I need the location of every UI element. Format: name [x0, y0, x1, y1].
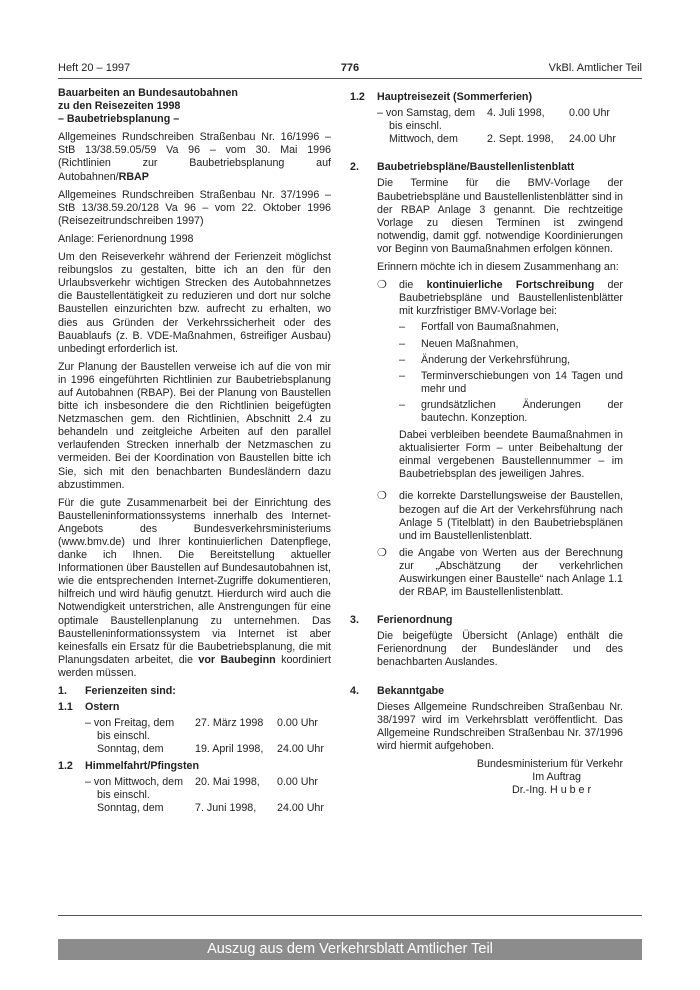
date-row: Mittwoch, dem 2. Sept. 1998, 24.00 Uhr [389, 133, 616, 146]
header-rule [58, 78, 642, 79]
list-item: ❍ die Angabe von Werten aus der Berechnung zur „Abschätzung der verkehrlichen Auswirkungen einer Baustelle“ nach Anlage 1.1 der RBAP, im Baustellenlistenblatt. [377, 546, 623, 599]
attachment-note: Anlage: Ferienordnung 1998 [58, 232, 194, 245]
right-column [350, 91, 623, 797]
section-4-heading: 4. Bekanntgabe [350, 684, 445, 697]
section-4-text: Dieses Allgemeine Rundschreiben Straßenbau Nr. 38/1997 wird im Verkehrsblatt veröffentlicht. Das Allgemeine Rundschreiben Straßenbau Nr. 37/1996 wird hiermit aufgehoben. [377, 700, 623, 752]
list-item: ❍ die korrekte Darstellungsweise der Baustellen, bezogen auf die Art der Verkehrsführung nach Anlage 5 (Titelblatt) in den Baubetriebsplänen und im Baustellenlistenblatt. [377, 490, 623, 542]
section-3-heading: 3. Ferienordnung [350, 614, 453, 627]
summer-dates: – von Samstag, dem 4. Juli 1998, 0.00 Uhr bis einschl. Mittwoch, dem 2. Sept. 1998, 24.00 Uhr [350, 107, 623, 146]
date-row: Sonntag, dem 19. April 1998, 24.00 Uhr [97, 743, 324, 756]
list-item: – Neuen Maßnahmen, [399, 337, 519, 350]
paragraph-2: Zur Planung der Baustellen verweise ich auf die von mir in 1996 eingeführten Richtlinien zur Baubetriebsplanung auf Autobahnen (RBAP). Bei der Planung von Baustellen bitte ich insbesondere die den Richtlinien beigefügten Netzmaschen gem. den Richtlinien, Abschnitt 2.4 zu behandeln und zeitgleiche Arbeiten auf den parallel verlaufenden Strecken innerhalb der Netzmaschen zu vermeiden. Bei der Koordination von Baustellen bitte ich Sie, sich mit den benachbarten Bundesländern dazu abzustimmen. [58, 360, 331, 491]
paragraph-3: Für die gute Zusammenarbeit bei der Einrichtung des Baustelleninformationssystems innerhalb des Internet-Angebots des Bundesverkehrsministeriums (www.bmv.de) und Ihrer kontinuierlichen Datenpflege, danke ich Ihnen. Die Bereitstellung aktueller Informationen über Baustellen auf Bundesautobahnen ist, wie die entsprechenden Internet-Zugriffe dokumentieren, hilfreich und wird häufig genutzt. Hierdurch wird auch die Notwendigkeit unterstrichen, alle Anstrengungen für eine optimale Baustellenplanung zu unternehmen. Das Baustelleninformationssystem via Internet ist aber keinesfalls ein Ersatz für die Baubetriebsplanung, die mit Planungsdaten arbeitet, die vor Baubeginn koordiniert werden müssen. [58, 496, 331, 679]
circle-bullet-icon: ❍ [377, 546, 387, 559]
list-item: – grundsätzlichen Änderungen der bautechn. Konzeption. [399, 398, 623, 424]
section-1-2-heading: 1.2 Himmelfahrt/Pfingsten [58, 759, 200, 772]
left-column [58, 87, 331, 815]
easter-dates: – von Freitag, dem 27. März 1998 0.00 Uhr bis einschl. Sonntag, dem 19. April 1998, 24.00 Uhr [58, 717, 331, 756]
list-item: – Fortfall von Baumaßnahmen, [399, 321, 559, 334]
signature-block: Bundesministerium für Verkehr Im Auftrag Dr.-Ing. H u b e r [476, 758, 623, 797]
paragraph-1: Um den Reiseverkehr während der Ferienzeit möglichst reibungslos zu gestalten, bitte ich an den für den Urlaubsverkehr wichtigen Strecken des Autobahnnetzes die Baustellentätigkeit zu reduzieren und dort nur solche Baustellen einzurichten bzw. aufrecht zu erhalten, wo dies aus Gründen der Verkehrssicherheit oder des Bauablaufs (z. B. VDE-Maßnahmen, 6streifiger Ausbau) unbedingt erforderlich ist. [58, 251, 331, 355]
date-row: – von Mittwoch, dem 20. Mai 1998, 0.00 Uhr [85, 775, 318, 788]
header-issue: Heft 20 – 1997 [58, 62, 131, 74]
reference-2: Allgemeines Rundschreiben Straßenbau Nr. 37/1996 – StB 13/38.59.20/128 Va 96 – vom 22. Oktober 1996 (Reisezeitrundschreiben 1997) [58, 188, 331, 227]
reference-1: Allgemeines Rundschreiben Straßenbau Nr. 16/1996 – StB 13/38.59.05/59 Va 96 – vom 30. Mai 1996 (Richtlinien zur Baubetriebsplanung auf Autobahnen/RBAP [58, 131, 331, 183]
header-publication: VkBl. Amtlicher Teil [548, 62, 642, 74]
list-item: ❍ die kontinuierliche Fortschreibung der Baubetriebspläne und Baustellenlistenblätter mit kurzfristiger BMV-Vorlage bei: – Fortfall von Baumaßnahmen, – Neuen Maßnahmen, – Änderung der Verkehrsführung, – Terminverschiebungen von 14 Tagen und mehr und – grundsätzlichen Änderungen der bautechn. Konzeption. Dabei verbleiben beendete Baumaßnahmen in aktualisierter Form – unter Beibehaltung der einmal vergebenen Baustellennummer – im Baubetriebsplan des jeweiligen Jahres. [377, 279, 623, 486]
list-item: – Terminverschiebungen von 14 Tagen und mehr und [399, 369, 623, 395]
section-1-1-heading: 1.1 Ostern [58, 701, 120, 714]
section-1-heading: 1. Ferienzeiten sind: [58, 685, 176, 698]
section-1-2-summer-heading: 1.2 Hauptreisezeit (Sommerferien) [350, 91, 533, 103]
page-number: 776 [340, 62, 360, 74]
list-item: – Änderung der Verkehrsführung, [399, 353, 571, 366]
document-title: Bauarbeiten an Bundesautobahnen zu den Reisezeiten 1998 – Baubetriebsplanung – [58, 87, 238, 126]
circle-bullet-icon: ❍ [377, 279, 387, 292]
section-2-body: Die Termine für die BMV-Vorlage der Baubetriebspläne und Baustellenlistenblätter sind in der RBAP Anlage 3 genannt. Die rechtzeitige Vorlage zu diesen Terminen ist zwingend notwendig, damit ggf. notwendige Koordinierungen vor Beginn von Baumaßnahmen erfolgen können. Erinnern möchte ich in diesem Zusammenhang an: ❍ die kontinuierliche Fortschreibung der Baubetriebspläne und Baustellenlistenblätter mit kurzfristiger BMV-Vorlage bei: – Fortfall von Baumaßnahmen, – Neuen Maßnahmen, – Änderung der Verkehrsführung, – Terminverschiebungen von 14 Tagen und mehr und – grundsätzlichen Änderungen der bautechn. Konzeption. Dabei verbleiben beendete Baumaßnahmen in aktualisierter Form – unter Beibehaltung der einmal vergebenen Baustellennummer – im Baubetriebsplan des jeweiligen Jahres. ❍ die korrekte Darstellungsweise der Baustellen, bezogen auf die Art der Verkehrsführung nach Anlage 5 (Titelblatt) in den Baubetriebsplänen und im Baustellenlistenblatt. ❍ die Angabe von Werten aus der Berechnung zur „Abschätzung der verkehrlichen Auswirkungen einer Baustelle“ nach Anlage 1.1 der RBAP, im Baustellenlistenblatt. [377, 177, 623, 599]
footer-rule [58, 915, 642, 916]
date-row: – von Freitag, dem 27. März 1998 0.00 Uhr [85, 717, 318, 730]
date-row: Sonntag, dem 7. Juni 1998, 24.00 Uhr [97, 801, 324, 814]
circle-bullet-icon: ❍ [377, 490, 387, 503]
footer-banner: Auszug aus dem Verkehrsblatt Amtlicher Teil [58, 939, 642, 960]
date-row: – von Samstag, dem 4. Juli 1998, 0.00 Uhr [377, 107, 610, 120]
section-3-text: Die beigefügte Übersicht (Anlage) enthält die Ferienordnung der Bundesländer und des benachbarten Auslandes. [377, 630, 623, 669]
section-2-heading: 2. Baubetriebspläne/Baustellenlistenblatt [350, 161, 575, 174]
pentecost-dates: – von Mittwoch, dem 20. Mai 1998, 0.00 Uhr bis einschl. Sonntag, dem 7. Juni 1998, 24.00 Uhr [58, 776, 331, 815]
